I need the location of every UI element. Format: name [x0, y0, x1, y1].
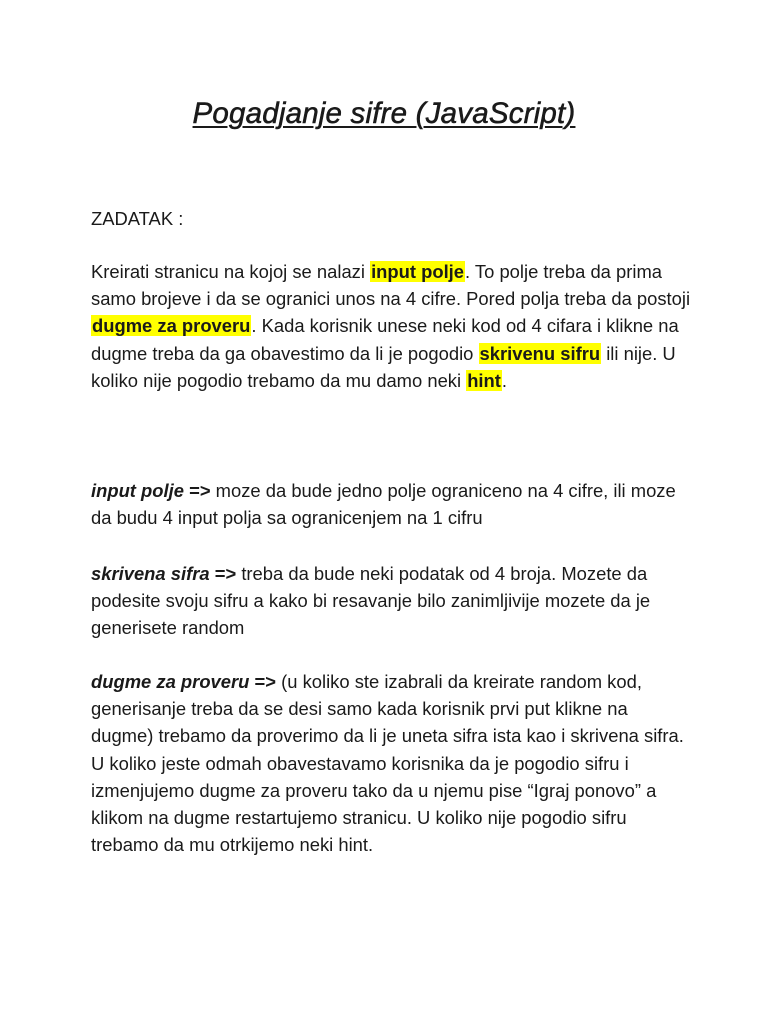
highlight-dugme-za-proveru: dugme za proveru	[92, 315, 251, 337]
intro-text-4: ili nije. U koliko nije pogodio trebamo da mu damo neki	[91, 342, 676, 391]
arrow-symbol: =>	[249, 671, 276, 692]
term-label: skrivena sifra	[91, 563, 210, 584]
definition-skrivena-sifra	[91, 560, 691, 642]
intro-paragraph	[91, 258, 691, 394]
section-label: ZADATAK :	[91, 208, 184, 229]
highlight-hint: hint	[467, 369, 501, 391]
definition-text: treba da bude neki podatak od 4 broja. Mozete da podesite svoju sifru a kako bi resavanje bilo zanimljivije mozete da je generisete random	[91, 563, 651, 639]
definition-input-polje	[91, 477, 691, 531]
arrow-symbol: =>	[209, 563, 237, 584]
intro-text-2: . To polje treba da prima samo brojeve i da se ogranici unos na 4 cifre. Pored polja treba da postoji	[91, 261, 691, 310]
intro-text-3: . Kada korisnik unese neki kod od 4 cifara i klikne na dugme treba da ga obavestimo da li je pogodio	[91, 315, 679, 364]
definition-text: (u koliko ste izabrali da kreirate random kod, generisanje treba da se desi samo kada korisnik prvi put klikne na dugme) trebamo da proverimo da li je uneta sifra ista kao i skrivena sifra. U koliko jeste odmah obavestavamo korisnika da je pogodio sifru i izmenjujemo dugme za proveru tako da u njemu pise “Igraj ponovo” a klikom na dugme restartujemo stranicu. U koliko nije pogodio sifru trebamo da mu otrkijemo neki hint.	[91, 671, 684, 856]
highlight-input-polje: input polje	[371, 261, 465, 282]
definition-text: moze da bude jedno polje ograniceno na 4 cifre, ili moze da budu 4 input polja sa ogranicenjem na 1 cifru	[91, 480, 676, 529]
document-title: Pogadjanje sifre (JavaScript)	[192, 97, 576, 130]
term-label: input polje	[91, 480, 184, 501]
intro-text-5: .	[501, 369, 508, 391]
term-label: dugme za proveru	[91, 671, 250, 692]
arrow-symbol: =>	[183, 480, 211, 501]
highlight-skrivenu-sifru: skrivenu sifru	[479, 342, 601, 364]
intro-text-1: Kreirati stranicu na kojoj se nalazi	[91, 261, 371, 282]
definition-dugme-za-proveru	[91, 668, 691, 858]
